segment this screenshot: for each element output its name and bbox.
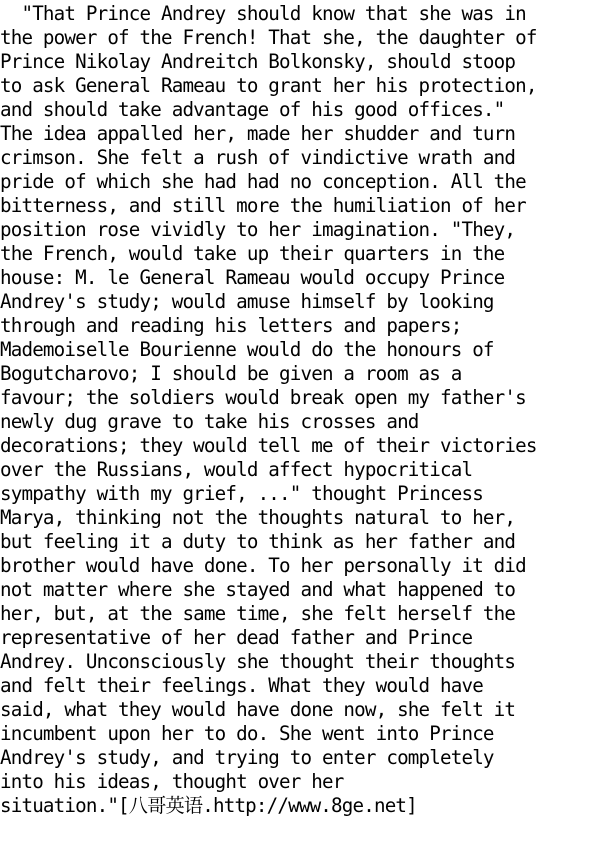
- text-line: her, but, at the same time, she felt herself the: [0, 602, 516, 625]
- text-line: house: M. le General Rameau would occupy Prince: [0, 266, 505, 289]
- text-line: the power of the French! That she, the daughter of: [0, 26, 537, 49]
- text-line: Prince Nikolay Andreitch Bolkonsky, should stoop: [0, 50, 516, 73]
- text-line: representative of her dead father and Prince: [0, 626, 473, 649]
- text-line: crimson. She felt a rush of vindictive wrath and: [0, 146, 516, 169]
- text-line: the French, would take up their quarters in the: [0, 242, 505, 265]
- text-line: The idea appalled her, made her shudder and turn: [0, 122, 516, 145]
- text-line: into his ideas, thought over her: [0, 770, 344, 793]
- text-line: pride of which she had had no conception. All the: [0, 170, 526, 193]
- text-line: newly dug grave to take his crosses and: [0, 410, 419, 433]
- body-text: [0, 2, 600, 818]
- text-line: "That Prince Andrey should know that she was in: [0, 2, 526, 25]
- text-line: Andrey. Unconsciously she thought their thoughts: [0, 650, 516, 673]
- text-line: but feeling it a duty to think as her father and: [0, 530, 516, 553]
- text-line: Andrey's study, and trying to enter completely: [0, 746, 494, 769]
- text-line: over the Russians, would affect hypocritical: [0, 458, 473, 481]
- text-line: Bogutcharovo; I should be given a room as a: [0, 362, 462, 385]
- text-line: and should take advantage of his good offices.": [0, 98, 505, 121]
- text-line: to ask General Rameau to grant her his protection,: [0, 74, 537, 97]
- text-line: favour; the soldiers would break open my father's: [0, 386, 526, 409]
- text-line: Andrey's study; would amuse himself by looking: [0, 290, 494, 313]
- text-line: sympathy with my grief, ..." thought Princess: [0, 482, 483, 505]
- text-line: not matter where she stayed and what happened to: [0, 578, 516, 601]
- text-line: decorations; they would tell me of their victories: [0, 434, 537, 457]
- text-line: Marya, thinking not the thoughts natural to her,: [0, 506, 516, 529]
- text-line: incumbent upon her to do. She went into Prince: [0, 722, 494, 745]
- text-line: bitterness, and still more the humiliation of her: [0, 194, 526, 217]
- text-line: brother would have done. To her personally it did: [0, 554, 526, 577]
- text-line: and felt their feelings. What they would have: [0, 674, 483, 697]
- text-line: position rose vividly to her imagination. "They,: [0, 218, 516, 241]
- source-line: situation."[八哥英语.http://www.8ge.net]: [0, 794, 417, 817]
- text-line: through and reading his letters and papers;: [0, 314, 462, 337]
- text-line: Mademoiselle Bourienne would do the honours of: [0, 338, 494, 361]
- text-line: said, what they would have done now, she felt it: [0, 698, 516, 721]
